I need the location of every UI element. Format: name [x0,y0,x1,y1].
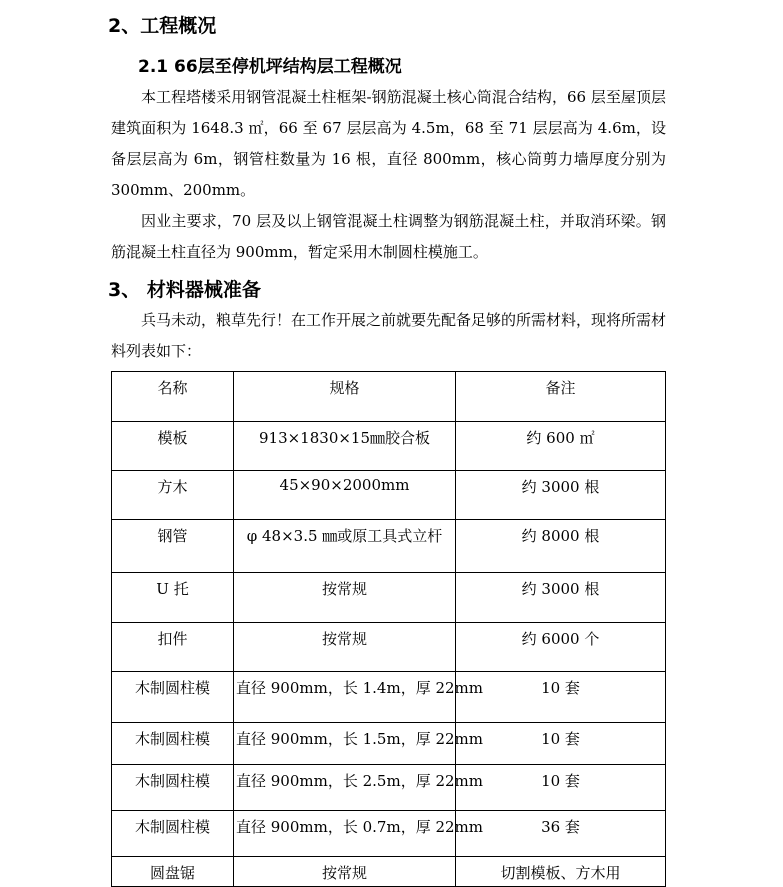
cell-spec: 按常规 [234,857,456,887]
table-row [112,623,666,672]
header-cell-name: 名称 [112,372,234,422]
cell-name: 圆盘锯 [112,857,234,887]
cell-spec: 45×90×2000mm [234,471,456,520]
cell-name: 钢管 [112,520,234,573]
section-2-heading: 2、工程概况 [108,15,217,37]
header-cell-note: 备注 [456,372,666,422]
materials-intro: 兵马未动，粮草先行！在工作开展之前就要先配备足够的所需材料，现将所需材料列表如下： [111,311,667,360]
materials-table [111,371,666,887]
cell-note: 10 套 [456,765,666,811]
table-row [112,520,666,573]
table-header-row [112,372,666,422]
table-row [112,765,666,811]
section-2-1-body [111,82,666,268]
table-row [112,471,666,520]
header-cell-spec: 规格 [234,372,456,422]
cell-name: 木制圆柱模 [112,765,234,811]
cell-note: 10 套 [456,723,666,765]
cell-spec: 直径 900mm，长 2.5m，厚 22mm [234,765,456,811]
cell-note: 约 8000 根 [456,520,666,573]
section-2-1-heading: 2.1 66层至停机坪结构层工程概况 [138,57,402,77]
cell-spec: 直径 900mm，长 0.7m，厚 22mm [234,811,456,857]
cell-spec: φ 48×3.5 ㎜或原工具式立杆 [234,520,456,573]
cell-spec: 913×1830×15㎜胶合板 [234,422,456,471]
table-row [112,857,666,887]
cell-name: 模板 [112,422,234,471]
table-row [112,672,666,723]
cell-note: 切割模板、方木用 [456,857,666,887]
cell-note: 36 套 [456,811,666,857]
cell-spec: 直径 900mm，长 1.5m，厚 22mm [234,723,456,765]
cell-note: 10 套 [456,672,666,723]
cell-name: 木制圆柱模 [112,811,234,857]
cell-name: 木制圆柱模 [112,672,234,723]
cell-spec: 按常规 [234,573,456,623]
table-row [112,811,666,857]
materials-table-wrap [111,371,665,887]
cell-spec: 按常规 [234,623,456,672]
cell-name: 扣件 [112,623,234,672]
cell-name: 方木 [112,471,234,520]
cell-note: 约 600 ㎡ [456,422,666,471]
cell-note: 约 3000 根 [456,471,666,520]
section-3-intro [111,305,666,367]
table-row [112,422,666,471]
cell-spec: 直径 900mm，长 1.4m，厚 22mm [234,672,456,723]
paragraph-column-change: 因业主要求，70 层及以上钢管混凝土柱调整为钢筋混凝土柱，并取消环梁。钢筋混凝土柱直径为 900mm，暂定采用木制圆柱模施工。 [111,212,666,261]
table-row [112,573,666,623]
cell-name: U 托 [112,573,234,623]
section-3-heading: 3、 材料器械准备 [108,279,261,301]
cell-name: 木制圆柱模 [112,723,234,765]
paragraph-structure: 本工程塔楼采用钢管混凝土柱框架-钢筋混凝土核心筒混合结构，66 层至屋顶层建筑面积为 1648.3 ㎡，66 至 67 层层高为 4.5m，68 至 71 层层高为 4.6m，设备层层高为 6m，钢管柱数量为 16 根，直径 800mm，核心筒剪力墙厚度分别为 300mm、200mm。 [111,88,666,199]
table-row [112,723,666,765]
cell-note: 约 3000 根 [456,573,666,623]
cell-note: 约 6000 个 [456,623,666,672]
